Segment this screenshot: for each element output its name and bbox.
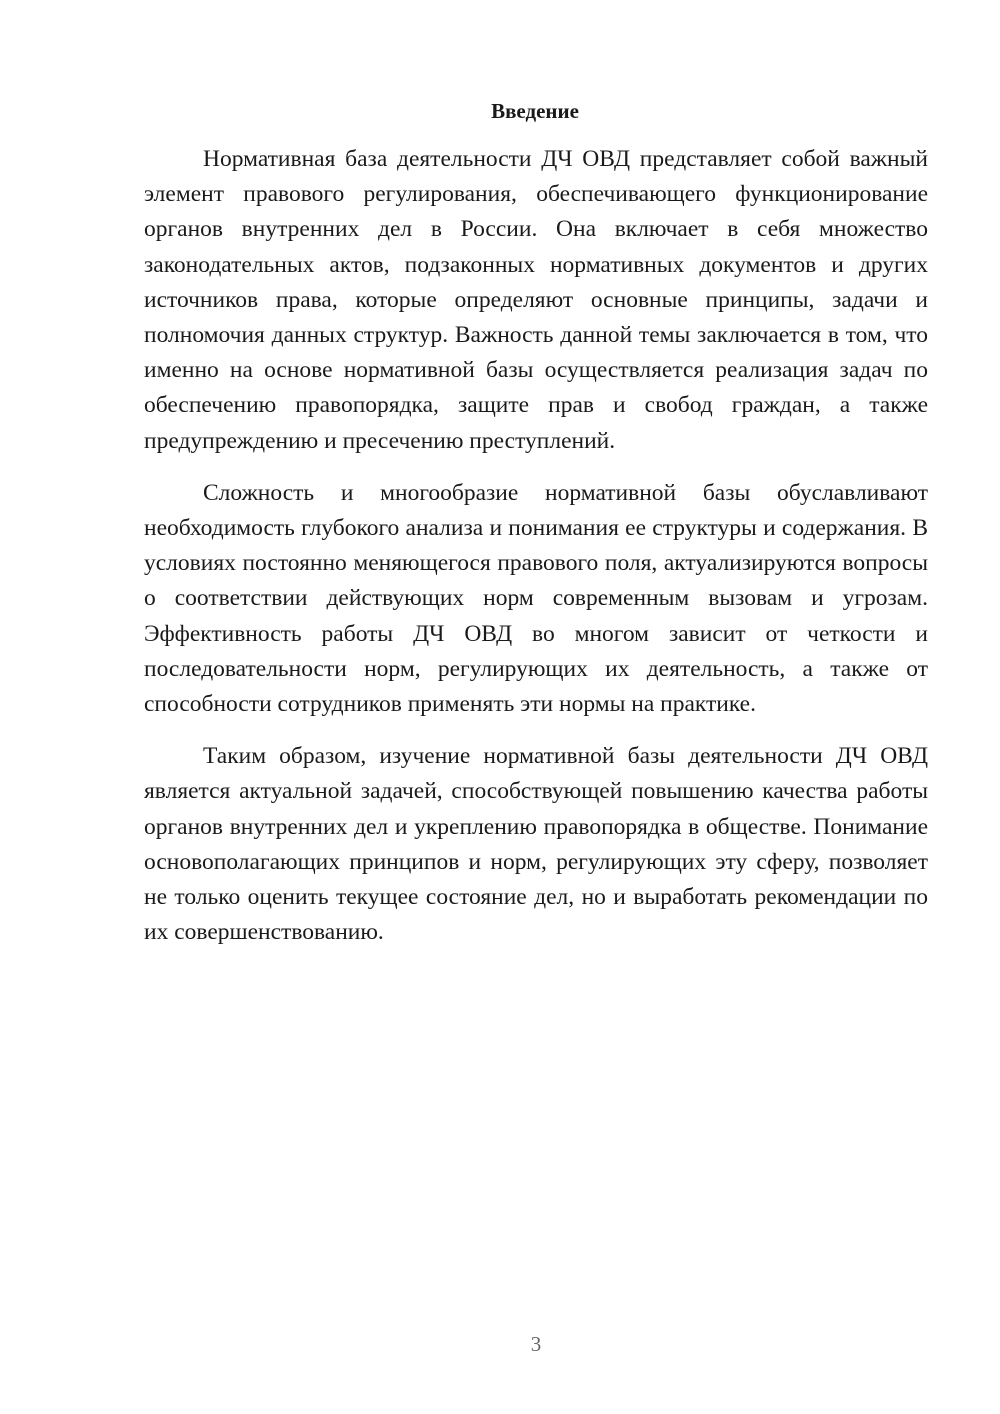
- paragraph-1: Нормативная база деятельности ДЧ ОВД представляет собой важный элемент правового регулирования, обеспечивающего функционирование органов внутренних дел в России. Она включает в себя множество законодательных актов, подзаконных нормативных документов и других источников права, которые определяют основные принципы, задачи и полномочия данных структур. Важность данной темы заключается в том, что именно на основе нормативной базы осуществляется реализация задач по обеспечению правопорядка, защите прав и свобод граждан, а также предупреждению и пресечению преступлений.: [144, 146, 928, 454]
- section-heading: Введение: [491, 99, 579, 123]
- paragraph-2: Сложность и многообразие нормативной базы обуславливают необходимость глубокого анализа и понимания ее структуры и содержания. В условиях постоянно меняющегося правового поля, актуализируются вопросы о соответствии действующих норм современным вызовам и угрозам. Эффективность работы ДЧ ОВД во многом зависит от четкости и последовательности норм, регулирующих их деятельность, а также от способности сотрудников применять эти нормы на практике.: [144, 479, 928, 718]
- page-number: 3: [530, 1332, 542, 1356]
- body-text: [144, 142, 928, 950]
- paragraph-3: Таким образом, изучение нормативной базы деятельности ДЧ ОВД является актуальной задачей, способствующей повышению качества работы органов внутренних дел и укреплению правопорядка в обществе. Понимание основополагающих принципов и норм, регулирующих эту сферу, позволяет не только оценить текущее состояние дел, но и выработать рекомендации по их совершенствованию.: [144, 743, 928, 946]
